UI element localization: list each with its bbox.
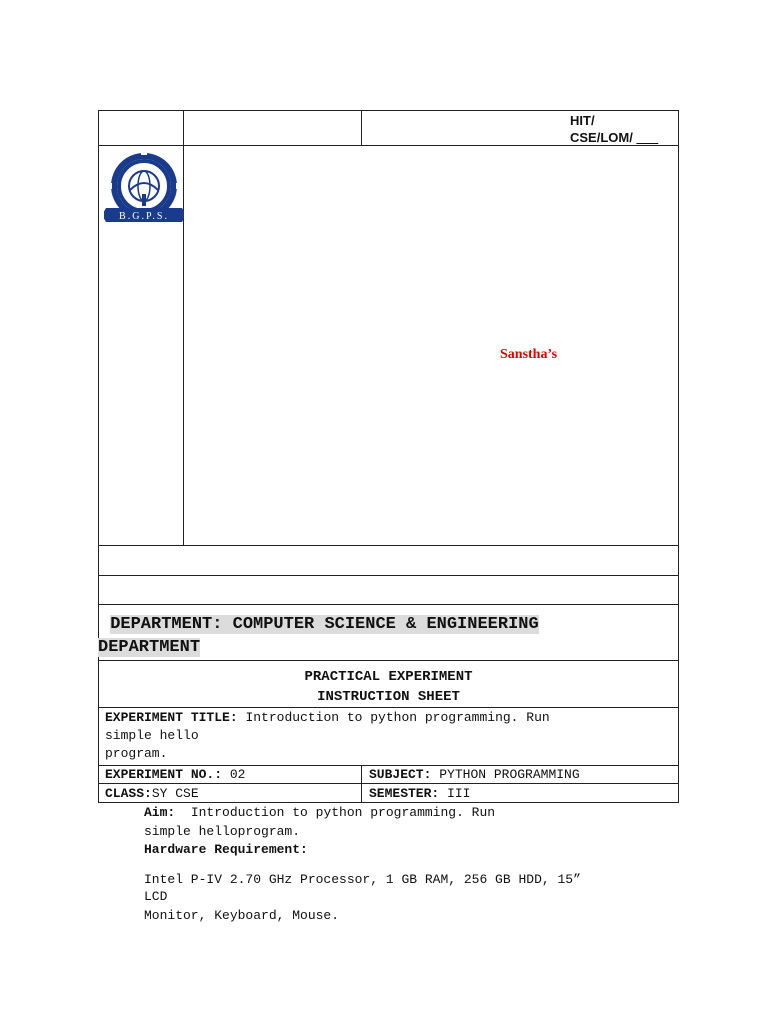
document-code — [570, 112, 658, 146]
logo-banner-text: B.G.P.S. — [119, 211, 169, 222]
hardware-text-3: Monitor, Keyboard, Mouse. — [144, 908, 340, 923]
experiment-title — [105, 709, 675, 763]
sheet-title — [99, 667, 678, 707]
hardware-text-2: LCD — [144, 889, 168, 904]
experiment-number-value: 02 — [229, 767, 246, 782]
aim-text-2: simple helloprogram. — [144, 824, 301, 839]
experiment-title-label: EXPERIMENT TITLE: — [105, 710, 238, 725]
document-code-line2: CSE/LOM/ ___ — [570, 130, 659, 145]
aim-label: Aim: — [144, 805, 176, 820]
sanstha-label: Sanstha’s — [500, 347, 558, 362]
hardware-text-1: Intel P-IV 2.70 GHz Processor, 1 GB RAM, 256 GB HDD, 15” — [144, 872, 581, 887]
experiment-title-value-3: program. — [105, 746, 168, 761]
aim-text: Introduction to python programming. Run — [190, 805, 496, 820]
class: CLASS:SY CSE — [105, 786, 199, 801]
experiment-number: EXPERIMENT NO.: 02 — [105, 767, 246, 782]
aim-section — [144, 804, 584, 858]
department-line2: DEPARTMENT — [98, 638, 201, 657]
experiment-title-value: Introduction to python programming. Run — [245, 710, 550, 725]
hardware-section — [144, 871, 704, 924]
hardware-label: Hardware Requirement: — [144, 842, 308, 857]
semester: SEMESTER: III — [369, 786, 471, 801]
subject: SUBJECT: PYTHON PROGRAMMING — [369, 767, 580, 782]
department-heading — [100, 613, 678, 659]
department-line1: DEPARTMENT: COMPUTER SCIENCE & ENGINEERING — [110, 615, 539, 634]
class-value: SY CSE — [151, 786, 199, 801]
document-code-line1: HIT/ — [570, 113, 595, 128]
document-code-blank: ___ — [636, 130, 659, 145]
sheet-title-line2: INSTRUCTION SHEET — [317, 689, 460, 705]
semester-value: III — [447, 786, 471, 801]
institute-logo — [104, 150, 184, 226]
sheet-title-line1: PRACTICAL EXPERIMENT — [304, 669, 473, 685]
subject-value: PYTHON PROGRAMMING — [439, 767, 580, 782]
experiment-title-value-2: simple hello — [105, 728, 199, 743]
